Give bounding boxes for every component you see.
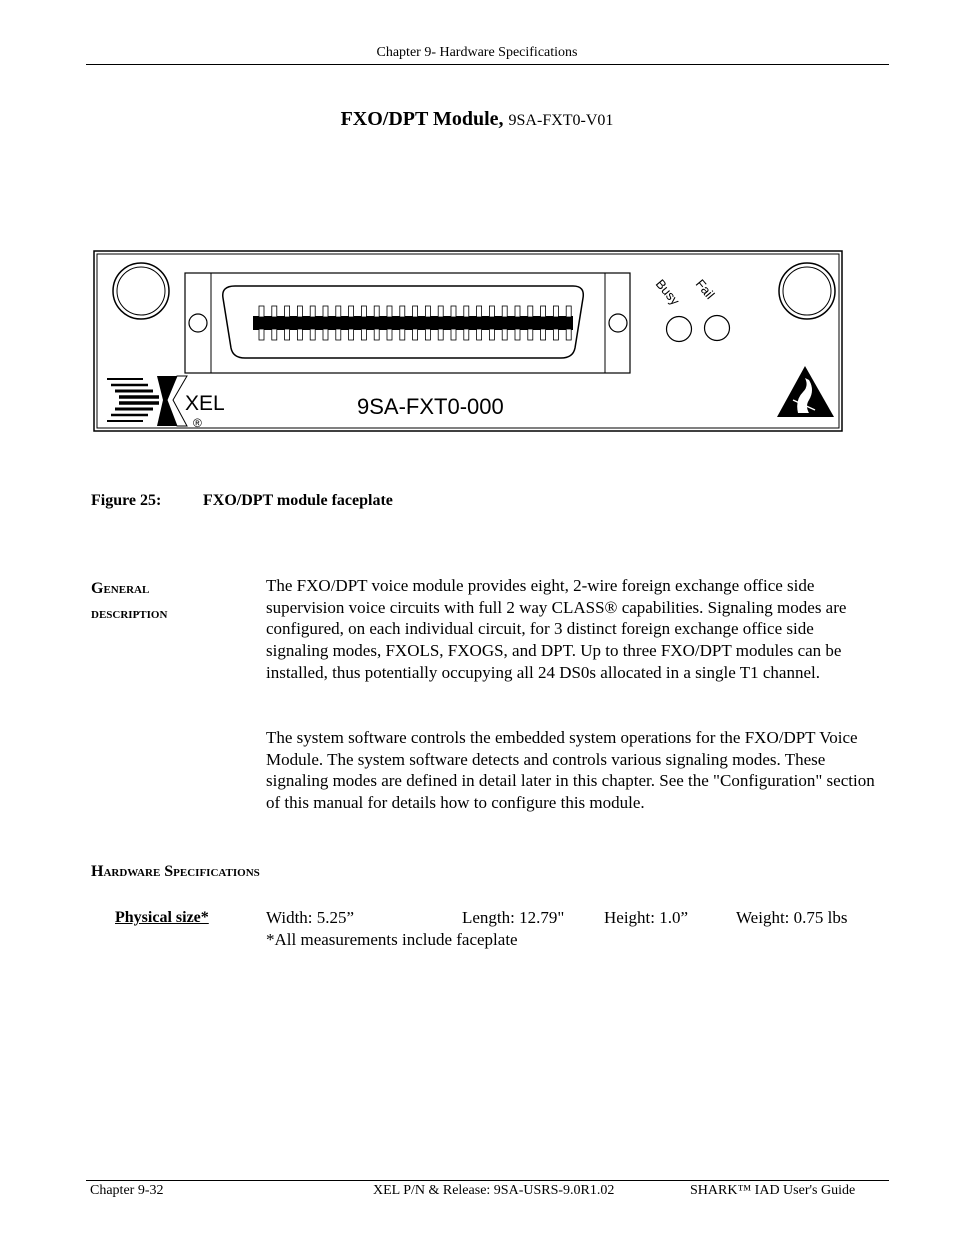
connector-pin <box>566 306 571 317</box>
connector-pin <box>451 329 456 340</box>
connector-pin <box>323 329 328 340</box>
section-heading-general: General description <box>91 580 168 622</box>
connector-pin <box>464 329 469 340</box>
connector-pin <box>438 306 443 317</box>
connector-pin <box>323 306 328 317</box>
connector-pin <box>515 306 520 317</box>
connector-pin <box>361 306 366 317</box>
spec-width: Width: 5.25” <box>266 908 355 927</box>
figure-caption-text: FXO/DPT module faceplate <box>203 492 393 509</box>
connector-pin <box>425 306 430 317</box>
registered-mark: ® <box>193 416 202 430</box>
module-name: FXO/DPT Module, <box>340 108 504 130</box>
connector-pin <box>515 329 520 340</box>
connector-pin <box>336 329 341 340</box>
connector-pin <box>438 329 443 340</box>
right-mounting-screw <box>779 263 835 319</box>
connector-pin <box>285 329 290 340</box>
figure-caption <box>91 492 393 510</box>
page-title <box>0 108 954 131</box>
connector-pin <box>374 306 379 317</box>
spec-weight: Weight: 0.75 lbs <box>736 908 848 927</box>
connector-pin <box>272 329 277 340</box>
footer-guide-title: SHARK™ IAD User's Guide <box>690 1183 856 1198</box>
connector-pin <box>528 306 533 317</box>
spec-height: Height: 1.0” <box>604 908 689 927</box>
connector-pin <box>477 329 482 340</box>
measurement-note: *All measurements include faceplate <box>266 930 518 949</box>
connector-pin <box>477 306 482 317</box>
footer-page-number: Chapter 9-32 <box>90 1183 164 1198</box>
connector-pin <box>349 306 354 317</box>
connector-pin <box>541 329 546 340</box>
connector-pin <box>413 306 418 317</box>
connector-pin <box>464 306 469 317</box>
fail-led <box>705 316 730 341</box>
connector-housing <box>185 273 630 373</box>
general-paragraph-2: The system software controls the embedded system operations for the FXO/DPT Voice Module. The system software detects and controls various signaling modes. These signaling modes are defined in detail later in this chapter. See the "Configuration" section of this manual for details how to configure this module. <box>266 728 875 813</box>
footer-release: XEL P/N & Release: 9SA-USRS-9.0R1.02 <box>373 1183 615 1198</box>
busy-led <box>667 317 692 342</box>
connector-pin <box>566 329 571 340</box>
connector-pin <box>400 306 405 317</box>
header-rule <box>86 64 889 65</box>
general-paragraph-1: The FXO/DPT voice module provides eight, 2-wire foreign exchange office side supervision voice circuits with full 2 way CLASS® capabilities. Signaling modes are configured, on each individual circuit, for 3 distinct foreign exchange office side signaling modes, FXOLS, FXOGS, and DPT. Up to three FXO/DPT modules can be installed, thus potentially occupying all 24 DS0s allocated in a single T1 channel. <box>266 576 847 682</box>
connector-pin <box>259 306 264 317</box>
connector-pin <box>361 329 366 340</box>
connector-pin <box>489 306 494 317</box>
connector-pin <box>502 329 507 340</box>
connector-pin <box>297 306 302 317</box>
led-busy-label: Busy <box>652 276 683 309</box>
footer-rule <box>86 1180 889 1181</box>
connector-pin <box>310 329 315 340</box>
connector-pin <box>387 306 392 317</box>
logo-text: XEL <box>185 392 225 415</box>
connector-pin <box>259 329 264 340</box>
connector-pin <box>336 306 341 317</box>
connector-pin <box>451 306 456 317</box>
figure-number: Figure 25: <box>91 492 162 509</box>
connector-pin <box>374 329 379 340</box>
connector-pin <box>489 329 494 340</box>
faceplate-figure <box>93 250 844 433</box>
connector-pin <box>413 329 418 340</box>
connector-pin <box>349 329 354 340</box>
connector-pin <box>310 306 315 317</box>
section-heading-hardware: Hardware Specifications <box>91 863 260 880</box>
connector-pin <box>502 306 507 317</box>
connector-pin <box>528 329 533 340</box>
faceplate-drawing <box>93 250 844 433</box>
model-label: 9SA-FXT0-000 <box>357 394 504 419</box>
connector-pin <box>297 329 302 340</box>
connector-pin <box>387 329 392 340</box>
physical-size-specs <box>266 908 886 930</box>
connector-pin <box>553 329 558 340</box>
connector-pin <box>400 329 405 340</box>
connector-pin <box>272 306 277 317</box>
running-header: Chapter 9- Hardware Specifications <box>376 45 578 60</box>
connector-pin <box>285 306 290 317</box>
module-part-number: 9SA-FXT0-V01 <box>508 112 614 129</box>
connector-pin <box>541 306 546 317</box>
spec-length: Length: 12.79" <box>462 908 565 927</box>
physical-size-label: Physical size* <box>115 909 209 926</box>
connector-pin <box>425 329 430 340</box>
led-fail-label: Fail <box>692 276 718 302</box>
connector-pin <box>553 306 558 317</box>
left-mounting-screw <box>113 263 169 319</box>
